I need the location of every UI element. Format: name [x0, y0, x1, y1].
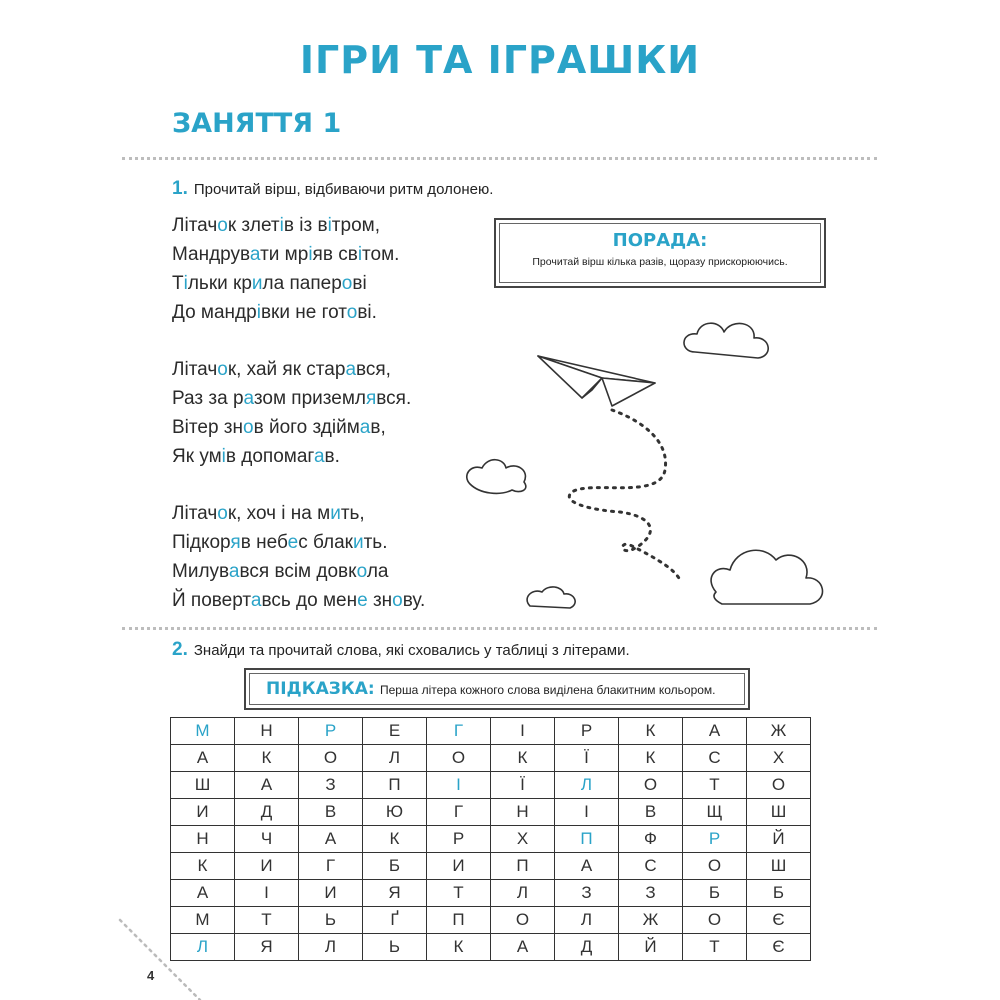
- grid-cell[interactable]: Ч: [235, 826, 299, 853]
- poem-text: в із в: [283, 215, 328, 236]
- grid-cell[interactable]: К: [171, 853, 235, 880]
- hint-label: ПІДКАЗКА:: [266, 679, 375, 699]
- poem-text: ти мр: [260, 244, 309, 265]
- grid-cell[interactable]: Г: [427, 799, 491, 826]
- grid-cell[interactable]: І: [555, 799, 619, 826]
- stressed-vowel: і: [221, 446, 226, 467]
- stressed-vowel: а: [250, 590, 262, 611]
- poem-text: Й поверт: [172, 590, 251, 611]
- stressed-vowel: а: [249, 244, 261, 265]
- stressed-vowel: а: [345, 359, 357, 380]
- grid-cell[interactable]: Й: [747, 826, 811, 853]
- poem-text: вся всім довк: [239, 561, 357, 582]
- poem-text: вки не гот: [260, 302, 347, 323]
- poem-text: в.: [324, 446, 340, 467]
- poem-text: Літач: [172, 503, 218, 524]
- grid-cell-first-letter[interactable]: Л: [555, 772, 619, 799]
- grid-cell-first-letter[interactable]: Г: [427, 718, 491, 745]
- grid-cell[interactable]: К: [491, 745, 555, 772]
- grid-row: [171, 772, 811, 799]
- stressed-vowel: я: [230, 532, 241, 553]
- grid-cell[interactable]: З: [299, 772, 363, 799]
- grid-cell[interactable]: Б: [747, 880, 811, 907]
- grid-cell[interactable]: О: [683, 907, 747, 934]
- poem-text: в його здійм: [253, 417, 360, 438]
- stressed-vowel: о: [341, 273, 353, 294]
- grid-cell[interactable]: Ш: [747, 853, 811, 880]
- grid-cell[interactable]: А: [299, 826, 363, 853]
- grid-cell[interactable]: А: [171, 880, 235, 907]
- grid-cell[interactable]: Є: [747, 934, 811, 961]
- grid-cell[interactable]: И: [235, 853, 299, 880]
- grid-row: [171, 799, 811, 826]
- poem-text: зом призем: [253, 388, 355, 409]
- grid-cell[interactable]: О: [683, 853, 747, 880]
- stressed-vowel: і: [327, 215, 332, 236]
- task-2-text: Знайди та прочитай слова, які сховались у таблиці з літерами.: [193, 642, 630, 659]
- grid-cell[interactable]: Ж: [619, 907, 683, 934]
- stressed-vowel: і: [256, 302, 261, 323]
- grid-cell[interactable]: О: [747, 772, 811, 799]
- grid-cell[interactable]: Т: [683, 772, 747, 799]
- grid-cell[interactable]: П: [427, 907, 491, 934]
- grid-cell[interactable]: Я: [235, 934, 299, 961]
- grid-cell[interactable]: П: [491, 853, 555, 880]
- poem-text: ла папер: [262, 273, 342, 294]
- stressed-vowel: а: [228, 561, 240, 582]
- grid-cell[interactable]: Д: [235, 799, 299, 826]
- stressed-vowel: о: [217, 359, 228, 380]
- grid-cell[interactable]: І: [235, 880, 299, 907]
- grid-cell[interactable]: Л: [363, 745, 427, 772]
- poem-text: к злет: [227, 215, 280, 236]
- stressed-vowel: а: [359, 417, 371, 438]
- poem-text: том.: [362, 244, 400, 265]
- stressed-vowel: і: [308, 244, 313, 265]
- grid-cell[interactable]: Ж: [747, 718, 811, 745]
- grid-cell[interactable]: К: [619, 745, 683, 772]
- grid-cell[interactable]: К: [427, 934, 491, 961]
- grid-cell-first-letter[interactable]: М: [171, 718, 235, 745]
- task-1-number: 1.: [172, 178, 188, 199]
- tip-title: ПОРАДА:: [612, 230, 708, 251]
- grid-cell[interactable]: Є: [747, 907, 811, 934]
- cloud-icon: [467, 460, 526, 494]
- grid-cell[interactable]: С: [619, 853, 683, 880]
- poem-text: ть.: [363, 532, 388, 553]
- stressed-vowel: і: [183, 273, 188, 294]
- poem-text: в допомаг: [225, 446, 314, 467]
- grid-cell[interactable]: Т: [235, 907, 299, 934]
- grid-cell-first-letter[interactable]: Л: [171, 934, 235, 961]
- stressed-vowel: и: [251, 273, 263, 294]
- grid-row: [171, 934, 811, 961]
- grid-cell[interactable]: Т: [427, 880, 491, 907]
- grid-cell[interactable]: Л: [299, 934, 363, 961]
- stressed-vowel: е: [357, 590, 368, 611]
- poem-text: До мандр: [172, 302, 257, 323]
- task-1-text: Прочитай вірш, відбиваючи ритм долонею.: [193, 181, 494, 198]
- letter-grid: [170, 717, 811, 961]
- grid-cell[interactable]: М: [171, 907, 235, 934]
- poem-text: вся,: [356, 359, 391, 380]
- grid-cell[interactable]: Н: [491, 799, 555, 826]
- stressed-vowel: і: [357, 244, 363, 265]
- poem-text: к, хай як стар: [227, 359, 346, 380]
- poem-text: Т: [172, 273, 184, 294]
- grid-cell[interactable]: О: [427, 745, 491, 772]
- stressed-vowel: о: [346, 302, 358, 323]
- grid-cell[interactable]: Ї: [491, 772, 555, 799]
- grid-cell[interactable]: А: [491, 934, 555, 961]
- poem-text: к, хоч і на м: [227, 503, 331, 524]
- poem-text: тром,: [331, 215, 380, 236]
- cloud-icon: [711, 550, 822, 604]
- grid-cell[interactable]: О: [619, 772, 683, 799]
- grid-cell[interactable]: Ґ: [363, 907, 427, 934]
- page-number: 4: [147, 968, 155, 983]
- stressed-vowel: о: [392, 590, 403, 611]
- grid-cell[interactable]: Й: [619, 934, 683, 961]
- grid-cell[interactable]: З: [619, 880, 683, 907]
- task-2: [172, 639, 630, 661]
- poem-text: льки кр: [187, 273, 252, 294]
- grid-row: [171, 745, 811, 772]
- hint-box: [244, 668, 750, 710]
- grid-cell-first-letter[interactable]: Р: [299, 718, 363, 745]
- grid-cell[interactable]: Х: [491, 826, 555, 853]
- dotted-divider: [122, 627, 877, 630]
- stressed-vowel: а: [243, 388, 254, 409]
- stressed-vowel: я: [365, 388, 377, 409]
- grid-cell-first-letter[interactable]: П: [555, 826, 619, 853]
- grid-cell[interactable]: І: [491, 718, 555, 745]
- stressed-vowel: и: [352, 532, 364, 553]
- grid-cell[interactable]: В: [299, 799, 363, 826]
- stressed-vowel: о: [243, 417, 254, 438]
- grid-cell[interactable]: Я: [363, 880, 427, 907]
- grid-row: [171, 718, 811, 745]
- poem-text: с блак: [298, 532, 353, 553]
- stressed-vowel: и: [330, 503, 341, 524]
- grid-cell[interactable]: Р: [427, 826, 491, 853]
- stressed-vowel: о: [217, 503, 228, 524]
- grid-cell[interactable]: К: [235, 745, 299, 772]
- grid-cell[interactable]: Х: [747, 745, 811, 772]
- poem-text: ві.: [357, 302, 377, 323]
- grid-cell[interactable]: А: [171, 745, 235, 772]
- grid-cell[interactable]: И: [171, 799, 235, 826]
- grid-cell[interactable]: И: [427, 853, 491, 880]
- poem-text: Як ум: [172, 446, 222, 467]
- cloud-icon: [684, 323, 768, 358]
- grid-cell[interactable]: Щ: [683, 799, 747, 826]
- stressed-vowel: е: [287, 532, 299, 553]
- grid-cell[interactable]: Ї: [555, 745, 619, 772]
- poem-text: Літач: [172, 359, 218, 380]
- grid-cell[interactable]: Е: [363, 718, 427, 745]
- grid-cell-first-letter[interactable]: Р: [683, 826, 747, 853]
- grid-cell[interactable]: Б: [363, 853, 427, 880]
- grid-cell-first-letter[interactable]: І: [427, 772, 491, 799]
- grid-cell[interactable]: Ю: [363, 799, 427, 826]
- poem-text: Милув: [172, 561, 229, 582]
- grid-row: [171, 826, 811, 853]
- grid-cell[interactable]: Л: [555, 907, 619, 934]
- poem-text: зн: [367, 590, 393, 611]
- grid-cell[interactable]: О: [299, 745, 363, 772]
- lesson-heading: ЗАНЯТТЯ 1: [172, 108, 342, 139]
- poem-text: ла: [366, 561, 389, 582]
- grid-cell[interactable]: Г: [299, 853, 363, 880]
- grid-cell[interactable]: Т: [683, 934, 747, 961]
- hint-text: Перша літера кожного слова виділена блакитним кольором.: [380, 683, 716, 697]
- task-2-number: 2.: [172, 639, 188, 660]
- poem-text: ву.: [402, 590, 426, 611]
- grid-cell[interactable]: А: [683, 718, 747, 745]
- poem-text: Вітер зн: [172, 417, 243, 438]
- poem-text: Мандрув: [172, 244, 250, 265]
- poem-text: ві: [352, 273, 367, 294]
- grid-cell[interactable]: Ш: [171, 772, 235, 799]
- poem-text: Літач: [172, 215, 218, 236]
- grid-cell[interactable]: Ь: [299, 907, 363, 934]
- grid-cell[interactable]: К: [363, 826, 427, 853]
- stressed-vowel: а: [313, 446, 325, 467]
- grid-cell[interactable]: С: [683, 745, 747, 772]
- poem-text: в неб: [240, 532, 288, 553]
- grid-cell[interactable]: А: [555, 853, 619, 880]
- grid-cell[interactable]: Н: [235, 718, 299, 745]
- grid-row: [171, 853, 811, 880]
- grid-cell[interactable]: О: [491, 907, 555, 934]
- grid-cell[interactable]: Б: [683, 880, 747, 907]
- grid-row: [171, 907, 811, 934]
- grid-cell[interactable]: Д: [555, 934, 619, 961]
- tip-text: Прочитай вірш кілька разів, щоразу прискорюючись.: [532, 256, 788, 268]
- grid-cell[interactable]: К: [619, 718, 683, 745]
- poem-text: яв св: [312, 244, 358, 265]
- poem-text: Раз за р: [172, 388, 244, 409]
- poem-text: л: [354, 388, 366, 409]
- cloud-icon: [527, 587, 575, 608]
- grid-cell[interactable]: П: [363, 772, 427, 799]
- grid-cell[interactable]: Ф: [619, 826, 683, 853]
- poem-text: всь до мен: [261, 590, 358, 611]
- poem-text: вся.: [376, 388, 412, 409]
- grid-cell[interactable]: И: [299, 880, 363, 907]
- grid-cell[interactable]: З: [555, 880, 619, 907]
- grid-cell[interactable]: Ь: [363, 934, 427, 961]
- grid-cell[interactable]: Л: [491, 880, 555, 907]
- grid-cell[interactable]: Р: [555, 718, 619, 745]
- grid-row: [171, 880, 811, 907]
- stressed-vowel: і: [279, 215, 284, 236]
- page-title: ІГРИ ТА ІГРАШКИ: [299, 38, 701, 82]
- grid-cell[interactable]: В: [619, 799, 683, 826]
- grid-cell[interactable]: А: [235, 772, 299, 799]
- grid-cell[interactable]: Ш: [747, 799, 811, 826]
- stressed-vowel: о: [356, 561, 367, 582]
- grid-cell[interactable]: Н: [171, 826, 235, 853]
- poem-text: ть,: [340, 503, 365, 524]
- stressed-vowel: о: [217, 215, 228, 236]
- poem-text: в,: [370, 417, 386, 438]
- poem-text: Підкор: [172, 532, 231, 553]
